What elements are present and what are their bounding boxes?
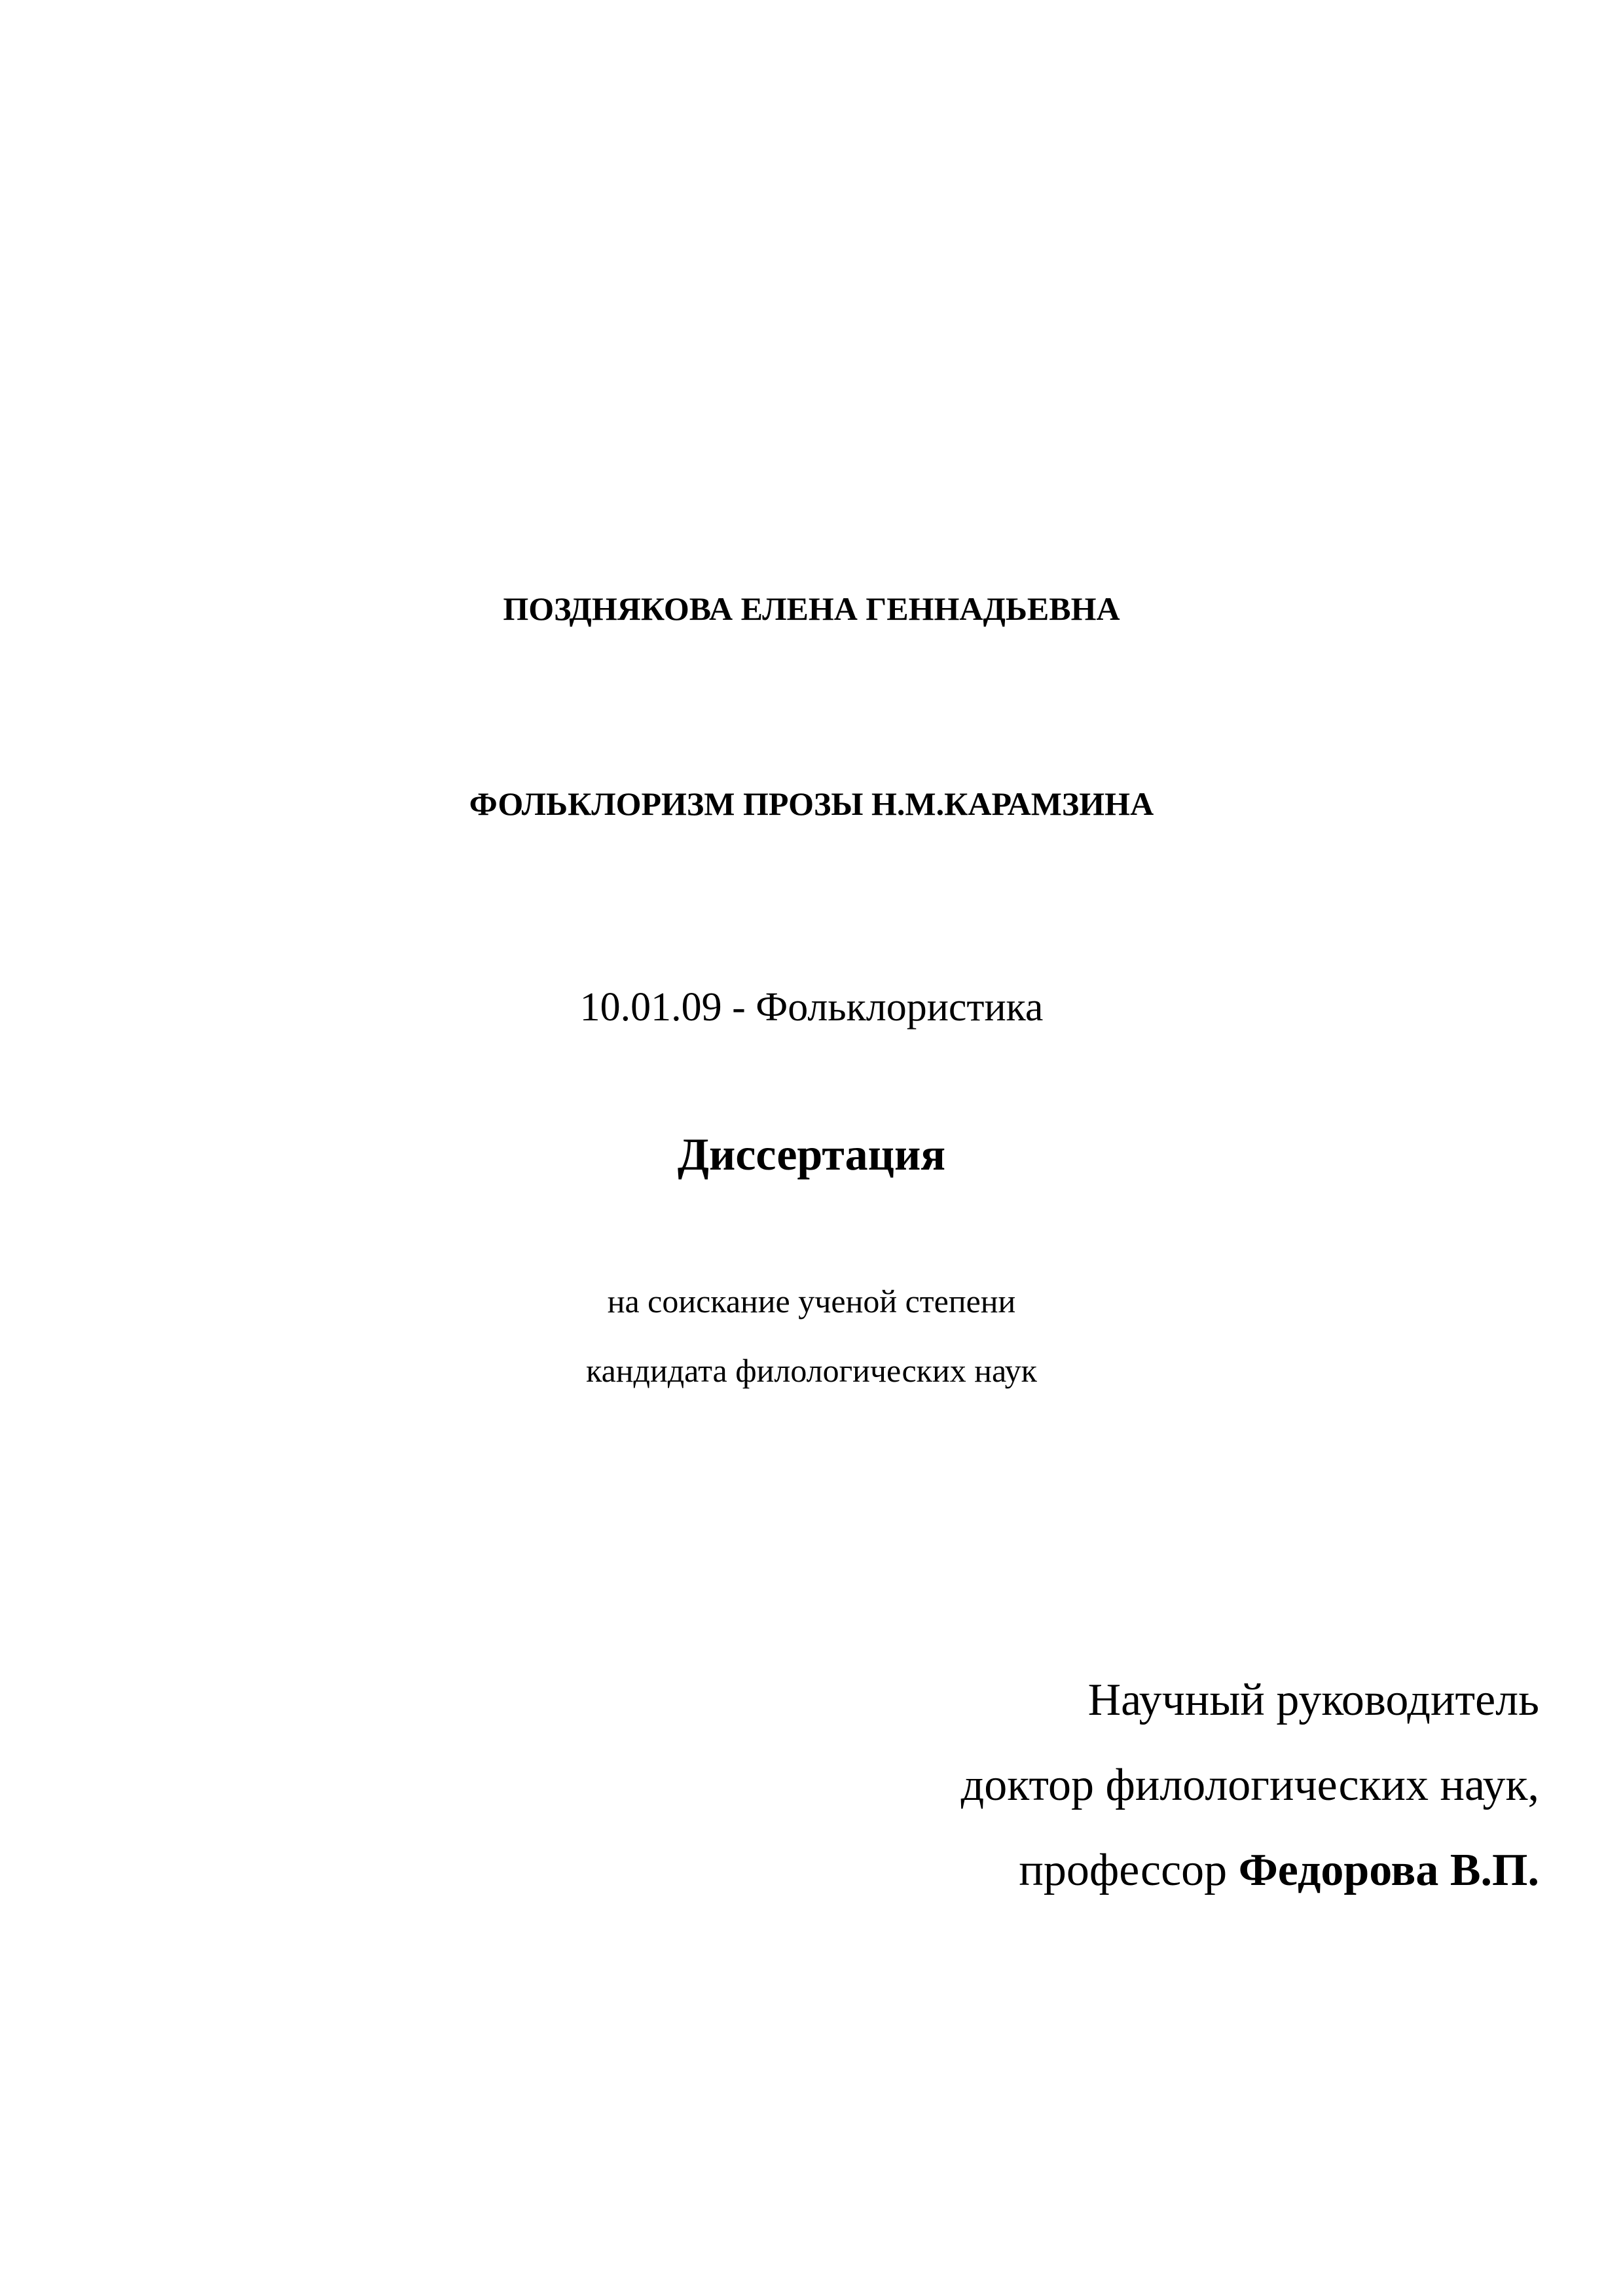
dissertation-title: ФОЛЬКЛОРИЗМ ПРОЗЫ Н.М.КАРАМЗИНА [469,785,1154,822]
document-type: Диссертация [677,1130,946,1180]
degree-line-1: на соискание ученой степени [607,1283,1016,1319]
supervisor-name: Федорова В.П. [1238,1845,1539,1895]
degree-line-2: кандидата филологических наук [586,1352,1037,1389]
supervisor-title-prefix: профессор [1019,1845,1239,1895]
supervisor-degree: доктор филологических наук, [960,1760,1539,1810]
supervisor-title-line [1019,1845,1539,1895]
author-name: ПОЗДНЯКОВА ЕЛЕНА ГЕННАДЬЕВНА [503,590,1120,627]
supervisor-role: Научный руководитель [1087,1675,1539,1725]
specialty-code: 10.01.09 - Фольклористика [579,985,1044,1030]
